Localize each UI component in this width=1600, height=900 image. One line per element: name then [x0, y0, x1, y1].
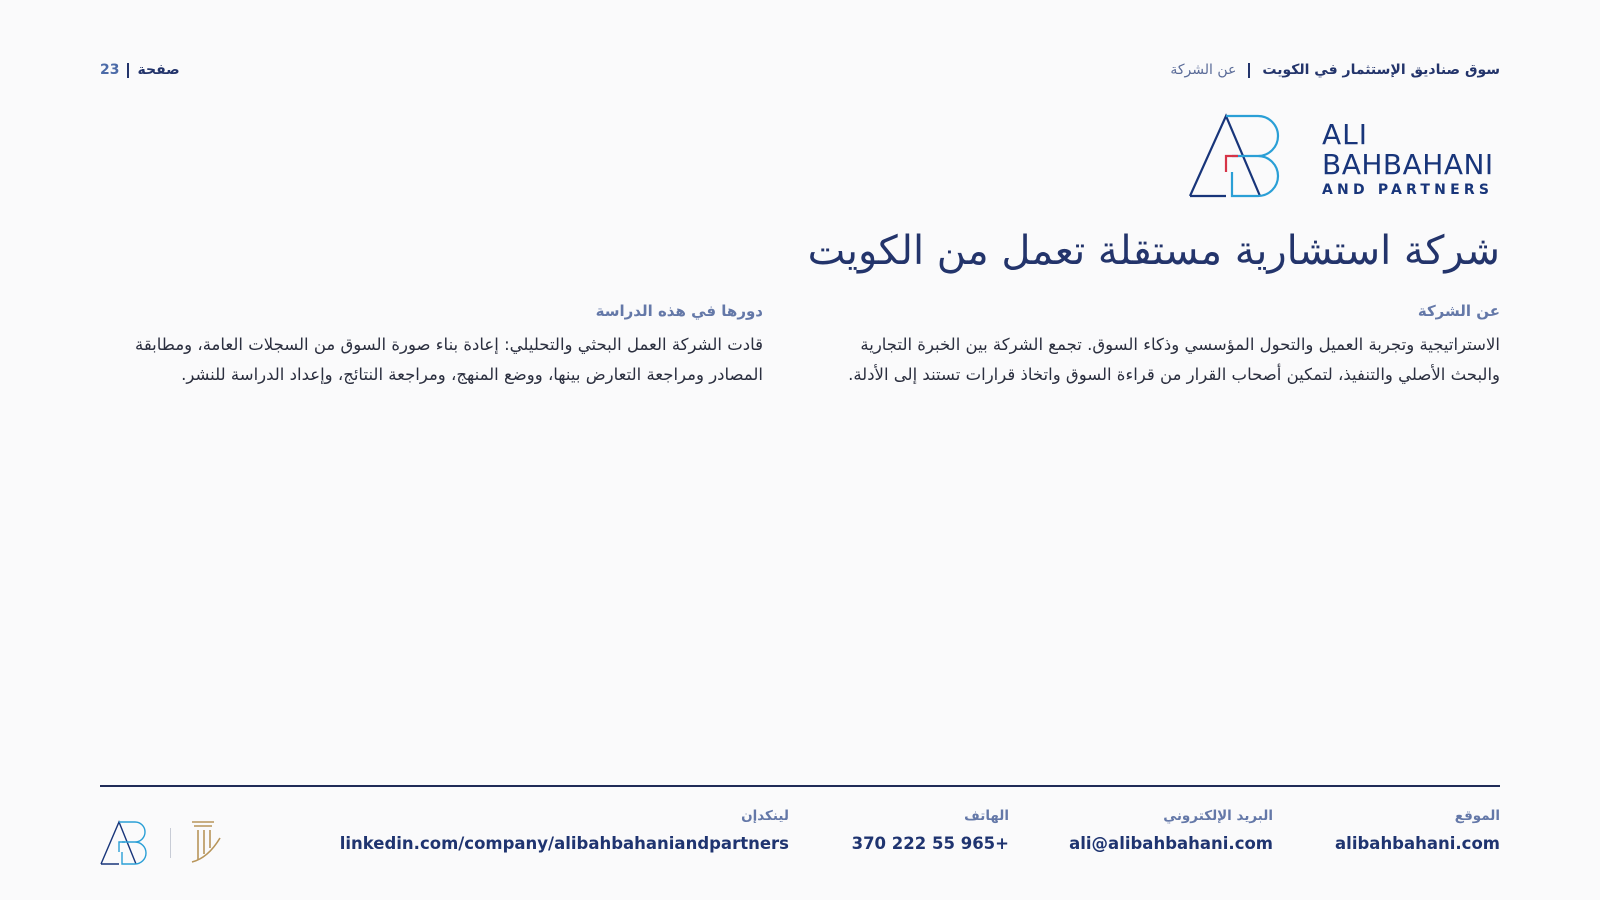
- footer-email: [1069, 808, 1273, 853]
- ab-monogram-small-icon: [100, 820, 152, 866]
- page-indicator: [100, 62, 180, 78]
- website-link[interactable]: alibahbahani.com: [1335, 834, 1500, 853]
- phone-link[interactable]: +965 55 222 370: [851, 834, 1009, 853]
- role-section: [93, 302, 763, 390]
- company-logo: [1198, 112, 1500, 202]
- footer-phone: [852, 808, 1009, 853]
- page-divider: [127, 63, 129, 78]
- header-divider: [1248, 63, 1250, 78]
- footer-logo-divider: [170, 828, 171, 858]
- document-title: سوق صناديق الإستثمار في الكويت: [1262, 62, 1500, 78]
- footer-logos: [100, 820, 225, 868]
- header-breadcrumb: [1170, 62, 1500, 78]
- page-number: 23: [100, 62, 120, 78]
- footer-website: [1335, 808, 1500, 853]
- section-name: عن الشركة: [1170, 62, 1237, 78]
- logo-wordmark: [1322, 120, 1494, 200]
- about-heading: عن الشركة: [1417, 302, 1500, 320]
- page-label: صفحة: [137, 62, 180, 78]
- linkedin-label: لينكدإن: [741, 808, 789, 824]
- footer-linkedin: [340, 808, 789, 853]
- footer-divider: [100, 785, 1500, 787]
- email-label: البريد الإلكتروني: [1163, 808, 1273, 824]
- linkedin-link[interactable]: linkedin.com/company/alibahbahaniandpartners: [339, 834, 789, 853]
- about-text: الاستراتيجية وتجربة العميل والتحول المؤسسي وذكاء السوق. تجمع الشركة بين الخبرة التجارية والبحث الأصلي والتنفيذ، لتمكين أصحاب القرار من قراءة السوق واتخاذ قرارات تستند إلى الأدلة.: [848, 335, 1500, 384]
- website-label: الموقع: [1454, 808, 1500, 824]
- role-text: قادت الشركة العمل البحثي والتحليلي: إعادة بناء صورة السوق من السجلات العامة، ومطابقة المصادر ومراجعة التعارض بينها، ووضع المنهج، ومراجعة النتائج، وإعداد الدراسة للنشر.: [134, 335, 763, 384]
- pillar-icon: [190, 820, 222, 864]
- email-link[interactable]: ali@alibahbahani.com: [1069, 834, 1273, 853]
- logo-line-1: ALI: [1322, 118, 1369, 151]
- logo-line-3: AND PARTNERS: [1322, 182, 1494, 198]
- role-heading: دورها في هذه الدراسة: [595, 302, 763, 320]
- logo-line-2: BAHBAHANI: [1322, 148, 1494, 181]
- phone-label: الهاتف: [964, 808, 1009, 824]
- page-title: شركة استشارية مستقلة تعمل من الكويت: [807, 228, 1500, 274]
- ab-monogram-icon: [1188, 112, 1292, 200]
- about-section: [840, 302, 1500, 390]
